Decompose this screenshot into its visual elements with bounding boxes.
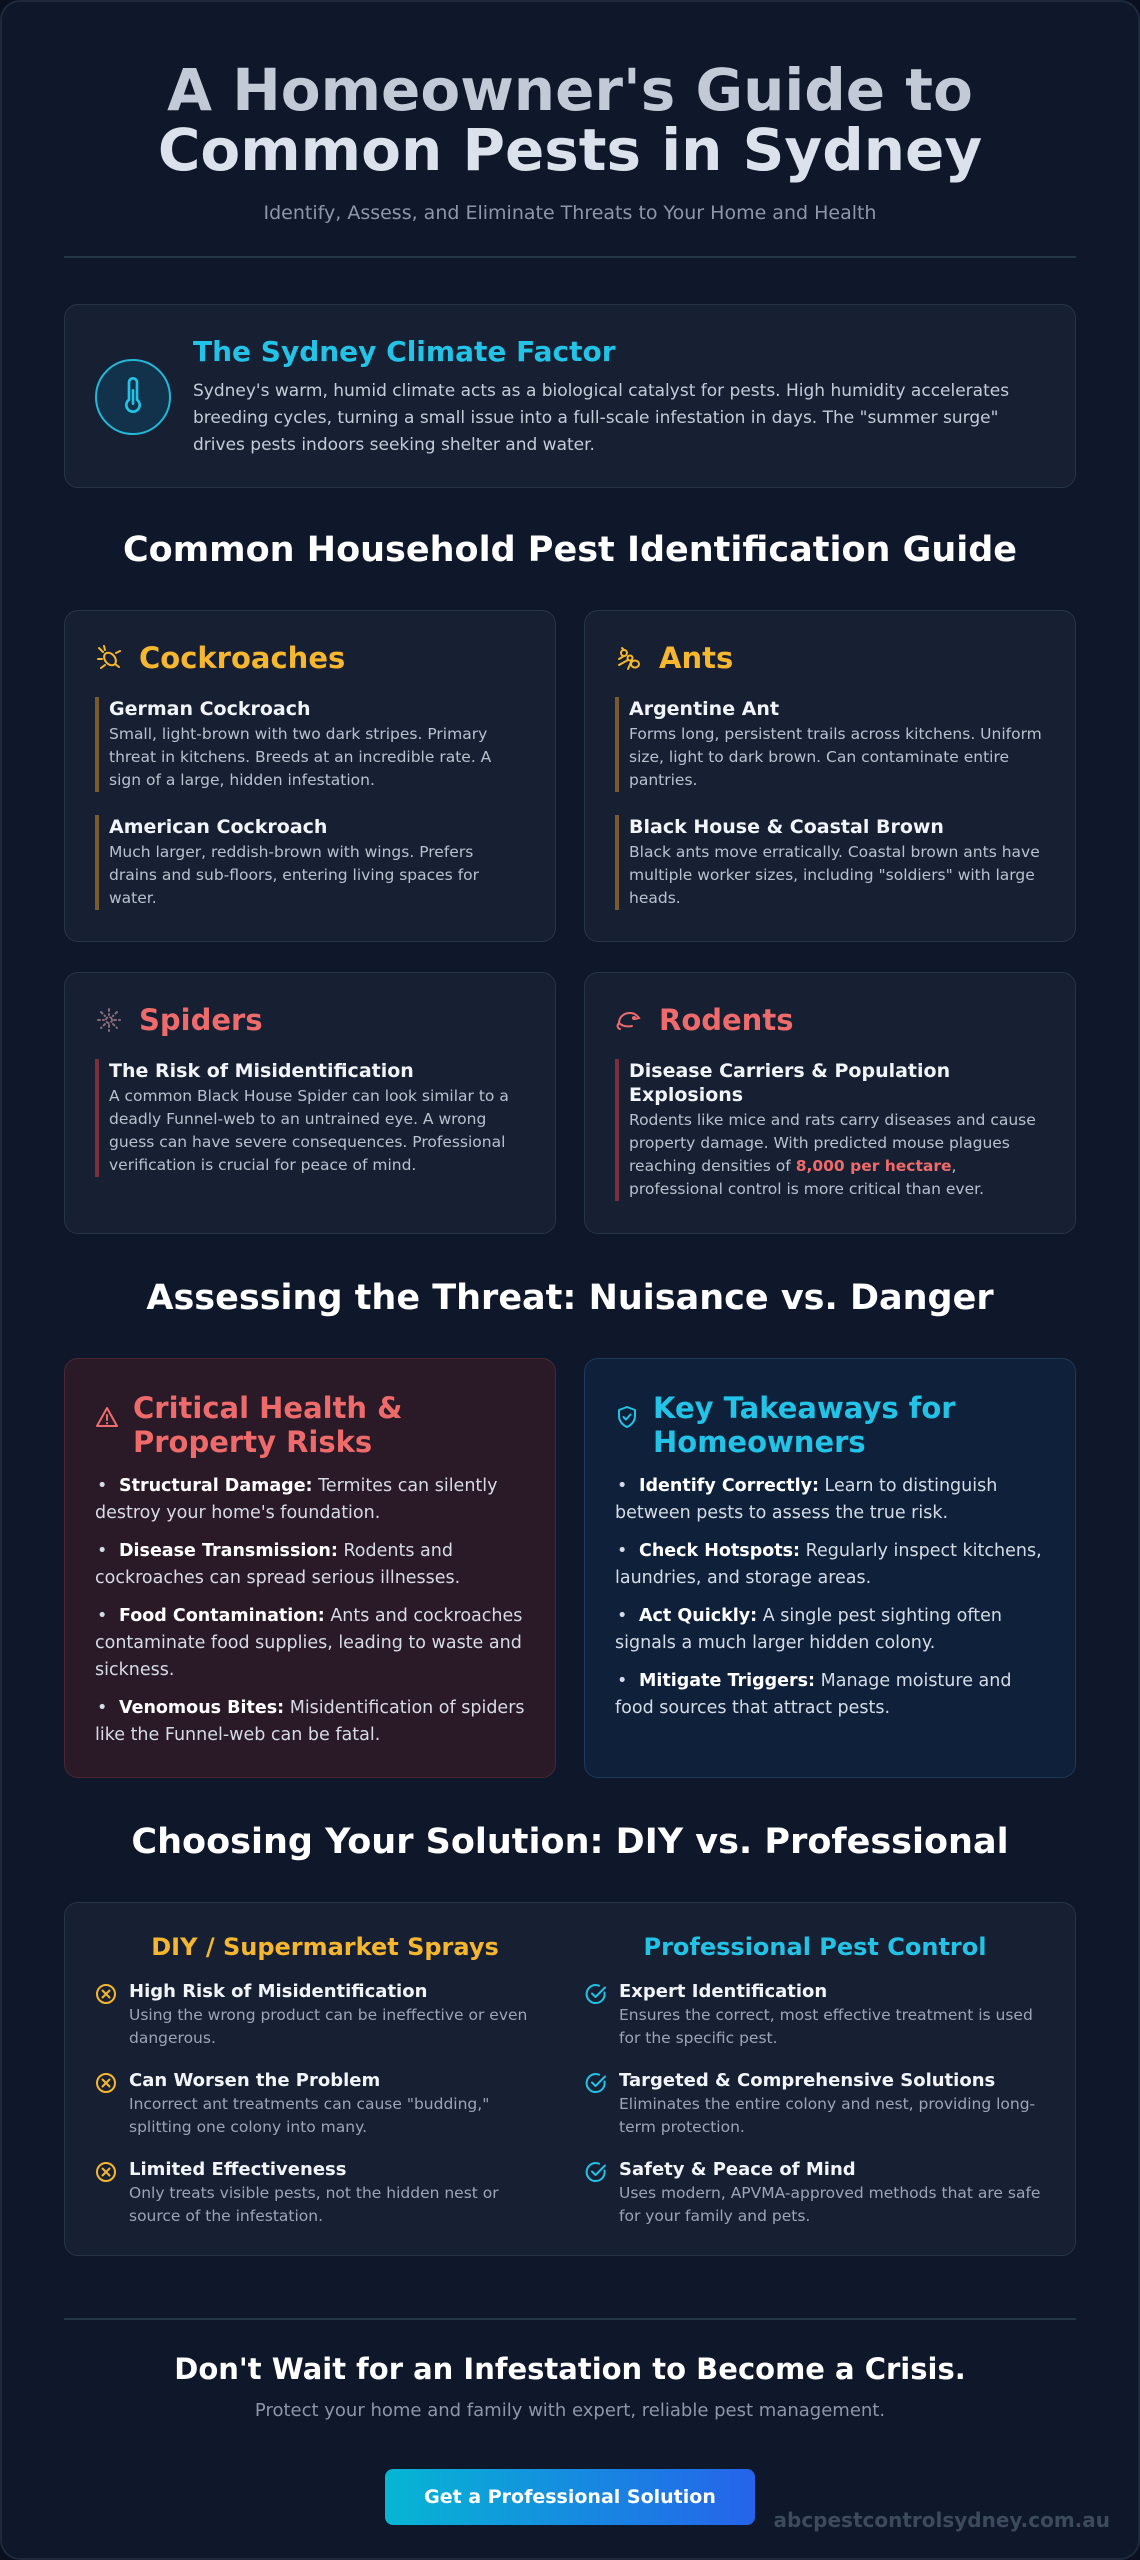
title-line-2: Common Pests in Sydney xyxy=(157,116,983,184)
climate-body: Sydney's warm, humid climate acts as a biological catalyst for pests. High humidity accelerates breeding cycles, turning a small issue into a full-scale infestation in days. The "summer surge" drives pests indoors seeking shelter and water. xyxy=(193,381,1010,455)
pest-row-1 xyxy=(64,610,1076,942)
takeaways-card xyxy=(584,1358,1076,1778)
list-item-text: Ants and cockroaches contaminate food supplies, leading to waste and sickness. xyxy=(95,1606,523,1680)
diy-column xyxy=(95,1933,555,2228)
threat-row xyxy=(64,1358,1076,1778)
diy-item-desc: Using the wrong product can be ineffective or even dangerous. xyxy=(129,2006,528,2047)
list-item-text: Rodents and cockroaches can spread serious illnesses. xyxy=(95,1541,461,1588)
diy-item xyxy=(95,2159,555,2228)
diy-item-desc: Incorrect ant treatments can cause "budding," splitting one colony into many. xyxy=(129,2095,490,2136)
pro-item-desc: Ensures the correct, most effective treatment is used for the specific pest. xyxy=(619,2006,1033,2047)
pest-entry xyxy=(615,1059,1045,1201)
pest-entry xyxy=(95,815,525,910)
identification-heading: Common Household Pest Identification Guide xyxy=(122,530,1018,570)
list-item-text: Manage moisture and food sources that attract pests. xyxy=(615,1671,1012,1718)
rodents-header xyxy=(615,1003,793,1037)
check-circle-icon xyxy=(585,2072,607,2094)
bullet: • xyxy=(617,1541,628,1561)
pest-entry-name: German Cockroach xyxy=(109,698,311,720)
list-item-text: Regularly inspect kitchens, laundries, and storage areas. xyxy=(615,1541,1042,1588)
warning-triangle-icon xyxy=(95,1405,119,1429)
pest-entry xyxy=(615,815,1045,910)
list-item xyxy=(95,1695,525,1749)
list-item-label: Disease Transmission: xyxy=(119,1541,338,1561)
list-item-label: Mitigate Triggers: xyxy=(639,1671,816,1691)
list-item xyxy=(95,1538,525,1592)
risks-list xyxy=(95,1473,525,1760)
check-circle-icon xyxy=(585,2161,607,2183)
spiders-header xyxy=(95,1003,263,1037)
rodent-desc-pre: Rodents like mice and rats carry diseases and cause property damage. With predicted mouse plagues reaching densities of xyxy=(629,1111,1036,1175)
pro-item xyxy=(585,2159,1045,2228)
pro-item-title: Expert Identification xyxy=(619,1981,828,2002)
bullet: • xyxy=(97,1698,108,1718)
takeaways-list xyxy=(615,1473,1045,1733)
pest-entry-desc: Black ants move erratically. Coastal brown ants have multiple worker sizes, including "soldiers" with large heads. xyxy=(629,843,1040,907)
risks-card xyxy=(64,1358,556,1778)
takeaways-header xyxy=(615,1391,1075,1459)
diy-title: DIY / Supermarket Sprays xyxy=(151,1933,499,1961)
cta-title: Don't Wait for an Infestation to Become a Crisis. xyxy=(174,2352,966,2386)
spiders-title: Spiders xyxy=(139,1003,263,1037)
x-circle-icon xyxy=(95,1983,117,2005)
pest-entry-name: American Cockroach xyxy=(109,816,328,838)
ants-header xyxy=(615,641,733,675)
ants-card xyxy=(584,610,1076,942)
pest-entry-desc: Small, light-brown with two dark stripes. Primary threat in kitchens. Breeds at an incredible rate. A sign of a large, hidden infestation. xyxy=(109,725,492,789)
list-item-text: Learn to distinguish between pests to assess the true risk. xyxy=(615,1476,998,1523)
pro-item xyxy=(585,2070,1045,2139)
pro-item xyxy=(585,1981,1045,2050)
list-item-label: Structural Damage: xyxy=(119,1476,313,1496)
list-item-label: Check Hotspots: xyxy=(639,1541,801,1561)
pest-entry xyxy=(95,697,525,792)
pro-item-desc: Eliminates the entire colony and nest, providing long-term protection. xyxy=(619,2095,1036,2136)
footer-divider xyxy=(64,2318,1076,2320)
list-item xyxy=(615,1668,1045,1722)
pest-entry-name: The Risk of Misidentification xyxy=(109,1060,414,1082)
spider-icon xyxy=(95,1006,123,1034)
ants-title: Ants xyxy=(659,641,734,675)
cockroach-icon xyxy=(95,644,123,672)
spiders-card xyxy=(64,972,556,1234)
list-item-label: Act Quickly: xyxy=(639,1606,758,1626)
list-item-text: A single pest sighting often signals a much larger hidden colony. xyxy=(615,1606,1002,1653)
risks-title: Critical Health & Property Risks xyxy=(133,1391,403,1459)
list-item-label: Food Contamination: xyxy=(119,1606,325,1626)
x-circle-icon xyxy=(95,2072,117,2094)
page-subtitle: Identify, Assess, and Eliminate Threats to Your Home and Health xyxy=(263,202,877,224)
bullet: • xyxy=(97,1606,108,1626)
list-item-text: Misidentification of spiders like the Funnel-web can be fatal. xyxy=(95,1698,525,1745)
page-title xyxy=(64,56,1076,184)
rodents-title: Rodents xyxy=(659,1003,794,1037)
pest-entry-desc: A common Black House Spider can look similar to a deadly Funnel-web to an untrained eye. A wrong guess can have severe consequences. Professional verification is crucial for peace of mind. xyxy=(109,1087,509,1174)
climate-card xyxy=(64,304,1076,488)
bullet: • xyxy=(617,1476,628,1496)
diy-item xyxy=(95,2070,555,2139)
pest-entry-desc: Much larger, reddish-brown with wings. Prefers drains and sub-floors, entering living spaces for water. xyxy=(109,843,480,907)
list-item-label: Venomous Bites: xyxy=(119,1698,285,1718)
cockroaches-card xyxy=(64,610,556,942)
get-professional-solution-button[interactable]: Get a Professional Solution xyxy=(385,2469,755,2525)
pest-row-2 xyxy=(64,972,1076,1234)
pro-item-title: Safety & Peace of Mind xyxy=(619,2159,856,2180)
header-divider xyxy=(64,256,1076,258)
cockroaches-title: Cockroaches xyxy=(139,641,346,675)
pest-entry-name: Argentine Ant xyxy=(629,698,780,720)
pro-column xyxy=(585,1933,1045,2228)
rodent-icon xyxy=(615,1006,643,1034)
bullet: • xyxy=(97,1541,108,1561)
thermometer-icon xyxy=(95,359,171,435)
footer-website-link[interactable]: abcpestcontrolsydney.com.au xyxy=(773,2508,1110,2532)
check-circle-icon xyxy=(585,1983,607,2005)
comparison-card xyxy=(64,1902,1076,2256)
list-item xyxy=(615,1538,1045,1592)
diy-item-title: High Risk of Misidentification xyxy=(129,1981,428,2002)
diy-item-title: Can Worsen the Problem xyxy=(129,2070,381,2091)
ant-icon xyxy=(615,644,643,672)
threat-heading: Assessing the Threat: Nuisance vs. Danger xyxy=(146,1278,994,1318)
list-item xyxy=(95,1473,525,1527)
shield-check-icon xyxy=(615,1405,639,1429)
list-item-label: Identify Correctly: xyxy=(639,1476,819,1496)
pest-entry-name: Disease Carriers & Population Explosions xyxy=(629,1060,951,1106)
rodent-desc-post: , professional control is more critical than ever. xyxy=(629,1157,984,1198)
climate-text xyxy=(193,335,1045,459)
cockroaches-header xyxy=(95,641,345,675)
list-item xyxy=(95,1603,525,1684)
pest-entry-desc xyxy=(629,1109,1045,1201)
pest-entry xyxy=(615,697,1045,792)
list-item xyxy=(615,1473,1045,1527)
bullet: • xyxy=(97,1476,108,1496)
solution-heading: Choosing Your Solution: DIY vs. Professional xyxy=(131,1822,1009,1862)
bullet: • xyxy=(617,1606,628,1626)
list-item xyxy=(615,1603,1045,1657)
x-circle-icon xyxy=(95,2161,117,2183)
pest-entry xyxy=(95,1059,525,1177)
takeaways-title: Key Takeaways for Homeowners xyxy=(653,1391,956,1459)
diy-item-desc: Only treats visible pests, not the hidden nest or source of the infestation. xyxy=(129,2184,499,2225)
climate-title: The Sydney Climate Factor xyxy=(193,335,616,368)
diy-item xyxy=(95,1981,555,2050)
pro-item-desc: Uses modern, APVMA-approved methods that are safe for your family and pets. xyxy=(619,2184,1041,2225)
pro-title: Professional Pest Control xyxy=(643,1933,987,1961)
rodents-card xyxy=(584,972,1076,1234)
plague-density-highlight: 8,000 per hectare xyxy=(795,1157,952,1175)
cta-subtitle: Protect your home and family with expert, reliable pest management. xyxy=(254,2400,886,2421)
pest-entry-name: Black House & Coastal Brown xyxy=(629,816,944,838)
pro-item-title: Targeted & Comprehensive Solutions xyxy=(619,2070,996,2091)
list-item-text: Termites can silently destroy your home's foundation. xyxy=(95,1476,498,1523)
risks-header xyxy=(95,1391,555,1459)
diy-item-title: Limited Effectiveness xyxy=(129,2159,347,2180)
content-column xyxy=(64,2,1076,2525)
pest-entry-desc: Forms long, persistent trails across kitchens. Uniform size, light to dark brown. Can contaminate entire pantries. xyxy=(629,725,1042,789)
title-line-1: A Homeowner's Guide to xyxy=(167,56,973,124)
bullet: • xyxy=(617,1671,628,1691)
